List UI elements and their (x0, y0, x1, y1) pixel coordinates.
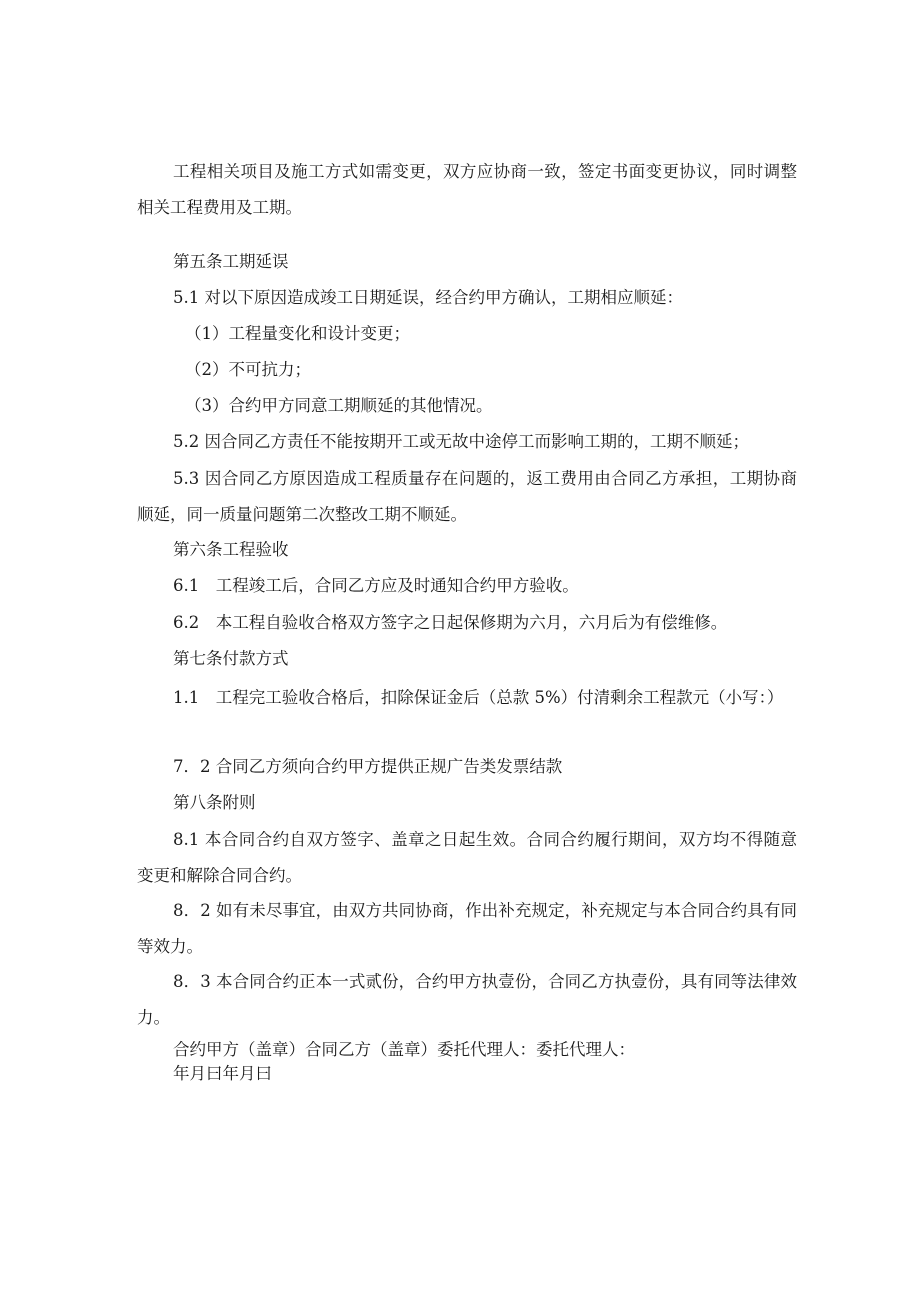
heading-article-8: 第八条附则 (173, 793, 256, 812)
clause-7-2: 7．2 合同乙方须向合约甲方提供正规广告类发票结款 (173, 757, 563, 776)
list-item-3: （3）合约甲方同意工期顺延的其他情况。 (185, 396, 493, 415)
clause-5-3: 5.3 因合同乙方原因造成工程质量存在问题的，返工费用由合同乙方承担，工期协商顺延，同一质量问题第二次整改工期不顺延。 (137, 469, 797, 524)
heading-article-7: 第七条付款方式 (173, 649, 289, 668)
signature-line: 合约甲方（盖章）合同乙方（盖章）委托代理人：委托代理人： (173, 1040, 635, 1059)
heading-article-5: 第五条工期延误 (173, 252, 289, 271)
clause-8-1: 8.1 本合同合约自双方签字、盖章之日起生效。合同合约履行期间，双方均不得随意变更和解除合同合约。 (137, 830, 797, 885)
list-item-1: （1）工程量变化和设计变更； (185, 324, 410, 343)
date-line: 年月曰年月曰 (173, 1064, 272, 1083)
paragraph-scope-change: 工程相关项目及施工方式如需变更，双方应协商一致，签定书面变更协议，同时调整相关工程费用及工期。 (137, 162, 797, 217)
clause-5-2: 5.2 因合同乙方责任不能按期开工或无故中途停工而影响工期的，工期不顺延； (173, 432, 749, 451)
clause-1-1: 1.1 工程完工验收合格后，扣除保证金后（总款 5%）付清剩余工程款元（小写：） (173, 688, 784, 707)
clause-8-2: 8．2 如有未尽事宜，由双方共同协商，作出补充规定，补充规定与本合同合约具有同等效力。 (137, 901, 797, 956)
clause-6-2: 6.2 本工程自验收合格双方签字之日起保修期为六月，六月后为有偿维修。 (173, 613, 728, 632)
list-item-2: （2）不可抗力； (185, 360, 311, 379)
clause-8-3: 8．3 本合同合约正本一式贰份，合约甲方执壹份，合同乙方执壹份，具有同等法律效力。 (137, 972, 797, 1027)
heading-article-6: 第六条工程验收 (173, 540, 289, 559)
clause-6-1: 6.1 工程竣工后，合同乙方应及时通知合约甲方验收。 (173, 576, 579, 595)
clause-5-1: 5.1 对以下原因造成竣工日期延误，经合约甲方确认，工期相应顺延： (173, 288, 683, 307)
